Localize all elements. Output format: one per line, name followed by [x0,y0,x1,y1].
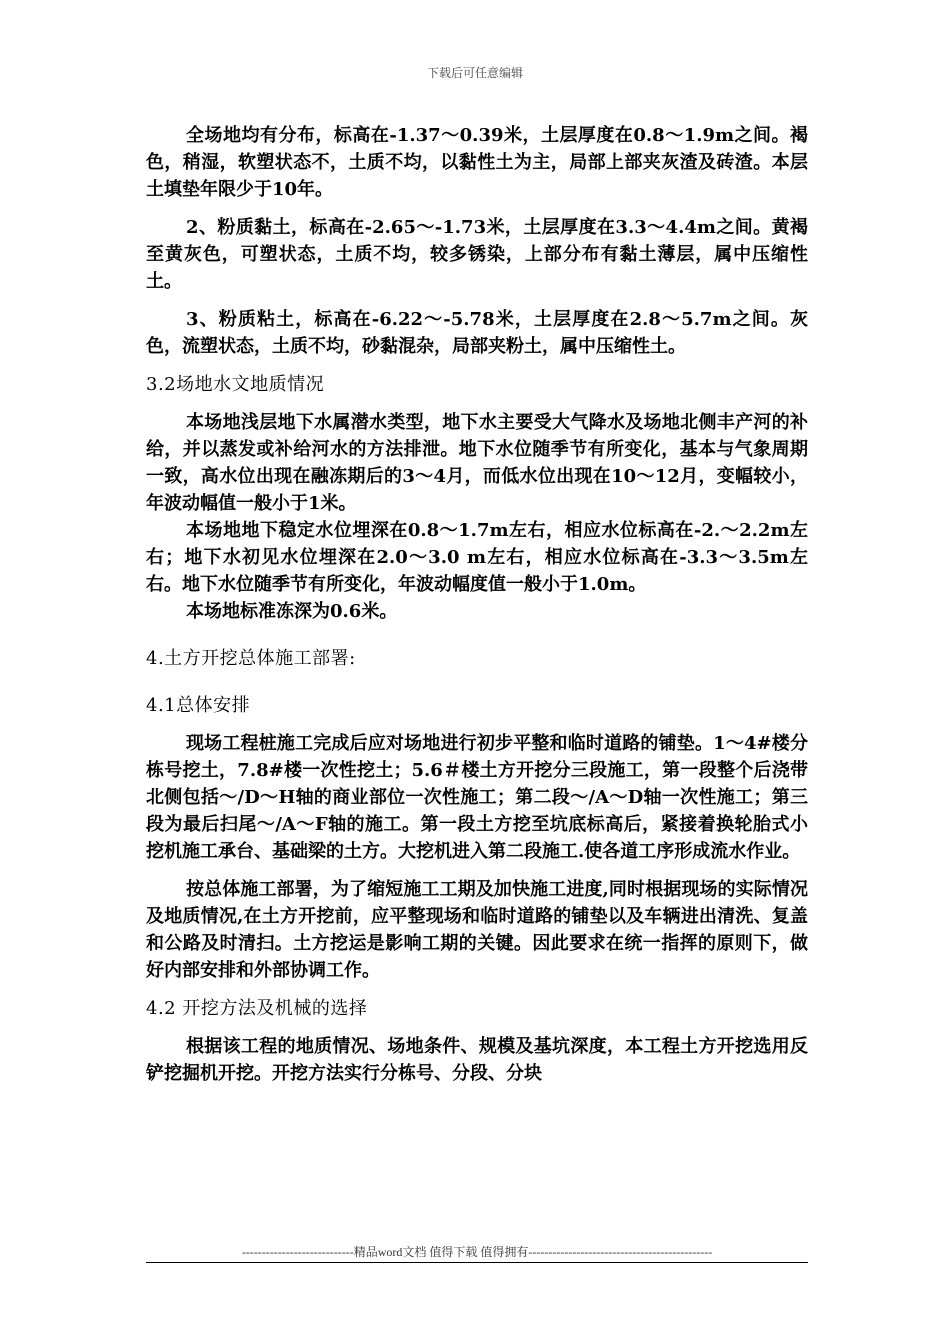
paragraph-silty-clay: 2、粉质黏土，标高在-2.65～-1.73米，土层厚度在3.3～4.4m之间。黄褐至黄灰色，可塑状态，土质不均，较多锈染，上部分布有黏土薄层，属中压缩性土。 [146,217,808,292]
paragraph-excavation-method: 根据该工程的地质情况、场地条件、规模及基坑深度，本工程土方开挖选用反铲挖掘机开挖。开挖方法实行分栋号、分段、分块 [146,1036,808,1084]
page-footer: ----------------------------精品word文档 值得下载 值得拥有---------------------------------------------- [241,1245,713,1259]
section-heading-4-2: 4.2 开挖方法及机械的选择 [146,998,368,1019]
document-body [146,122,808,1087]
page-header: 下载后可任意编辑 [426,66,523,80]
section-heading-4-1: 4.1总体安排 [146,695,251,716]
paragraph-deployment: 按总体施工部署，为了缩短施工工期及加快施工进度,同时根据现场的实际情况及地质情况,在土方开挖前，应平整现场和临时道路的铺垫以及车辆进出清洗、复盖和公路及时清扫。土方挖运是影响工期的关键。因此要求在统一指挥的原则下，做好内部安排和外部协调工作。 [146,879,808,981]
paragraph-fill-soil: 全场地均有分布，标高在-1.37～0.39米，土层厚度在0.8～1.9m之间。褐色，稍湿，软塑状态不，土质不均，以黏性土为主，局部上部夹灰渣及砖渣。本层土填垫年限少于10年。 [146,125,808,200]
section-heading-3-2: 3.2场地水文地质情况 [146,374,325,395]
paragraph-silty-clay-3: 3、粉质粘土，标高在-6.22～-5.78米，土层厚度在2.8～5.7m之间。灰色，流塑状态，土质不均，砂黏混杂，局部夹粉土，属中压缩性土。 [146,309,808,357]
paragraph-groundwater: 本场地浅层地下水属潜水类型，地下水主要受大气降水及场地北侧丰产河的补给，并以蒸发或补给河水的方法排泄。地下水位随季节有所变化，基本与气象周期一致，高水位出现在融冻期后的3～4月，而低水位出现在10～12月，变幅较小，年波动幅值一般小于1米。 [146,412,808,514]
paragraph-overall-plan: 现场工程桩施工完成后应对场地进行初步平整和临时道路的铺垫。1～4#楼分栋号挖土，7.8#楼一次性挖土；5.6＃楼土方开挖分三段施工，第一段整个后浇带北侧包括～/D～H轴的商业部位一次性施工；第二段～/A～D轴一次性施工；第三段为最后扫尾～/A～F轴的施工。第一段土方挖至坑底标高后，紧接着换轮胎式小挖机施工承台、基础梁的土方。大挖机进入第二段施工.使各道工序形成流水作业。 [146,733,808,862]
paragraph-water-level: 本场地地下稳定水位埋深在0.8～1.7m左右，相应水位标高在-2.～2.2m左右；地下水初见水位埋深在2.0～3.0 m左右，相应水位标高在-3.3～3.5m左右。地下水位随季节有所变化，年波动幅度值一般小于1.0m。 [146,520,808,595]
section-heading-4: 4.土方开挖总体施工部署: [146,648,356,669]
paragraph-frost-depth: 本场地标准冻深为0.6米。 [186,601,398,622]
footer-divider [146,1262,808,1263]
